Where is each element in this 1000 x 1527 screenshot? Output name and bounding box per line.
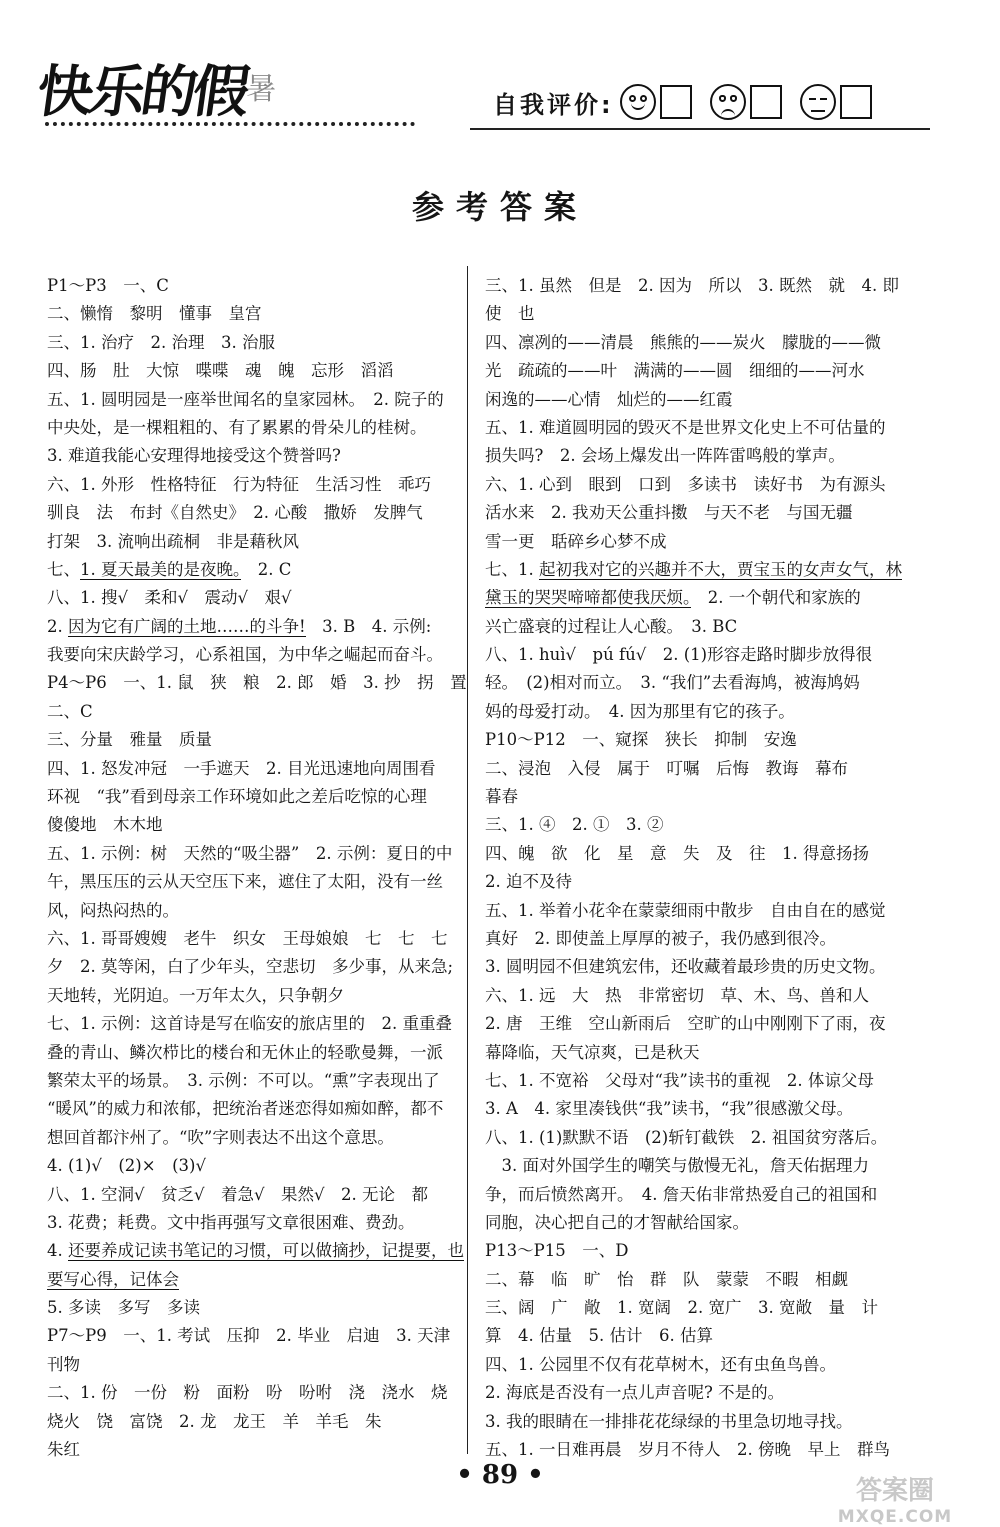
answer-line: 夕 2. 莫等闲，白了少年头，空悲切 多少事，从来急;	[47, 957, 454, 977]
answer-line: 3. 面对外国学生的嘲笑与傲慢无礼，詹天佑据理力	[485, 1156, 869, 1176]
answer-line: 中央处，是一棵粗粗的、有了累累的骨朵儿的桂树。	[47, 417, 427, 437]
answer-line: 3. 圆明园不但建筑宏伟，还收藏着最珍贵的历史文物。	[485, 957, 886, 977]
answer-line: 轻。 (2)相对而立。 3. “我们”去看海鸠，被海鸠妈	[485, 673, 860, 693]
watermark-sub: MXQE.COM	[837, 1507, 953, 1527]
eval-box-neutral[interactable]	[840, 85, 872, 119]
answer-line: 活水来 2. 我劝天公重抖擞 与天不老 与国无疆	[485, 503, 853, 523]
eval-box-sad[interactable]	[750, 85, 782, 119]
answer-line: 我要向宋庆龄学习，心系祖国，为中华之崛起而奋斗。	[47, 645, 443, 665]
answer-line: 4. 还要养成记读书笔记的习惯，可以做摘抄，记提要，也	[47, 1241, 464, 1261]
answer-line: 4. (1)√ (2)× (3)√	[47, 1156, 206, 1176]
answer-line: 妈的母爱打动。 4. 因为那里有它的孩子。	[485, 701, 795, 721]
answer-line: 光 疏疏的——叶 满满的——圆 细细的——河水	[485, 361, 865, 381]
answer-line: 八、1. 搜√ 柔和√ 震动√ 艰√	[47, 588, 292, 608]
answer-line: 2. 唐 王维 空山新雨后 空旷的山中刚刚下了雨，夜	[485, 1014, 886, 1034]
answer-line: 2. 迫不及待	[485, 872, 572, 892]
header-rule	[470, 128, 930, 130]
answer-line: 四、肠 肚 大惊 喋喋 魂 魄 忘形 滔滔	[47, 361, 394, 381]
page-header	[0, 0, 1000, 160]
answer-line: “暖风”的威力和浓郁，把统治者迷恋得如痴如醉，都不	[47, 1099, 444, 1119]
answer-line: 2. 海底是否没有一点儿声音呢? 不是的。	[485, 1383, 785, 1403]
answer-line: 风，闷热闷热的。	[47, 900, 179, 920]
answer-line: 3. 花费；耗费。文中指再强写文章很困难、费劲。	[47, 1212, 415, 1232]
answer-line: 四、1. 怒发冲冠 一手遮天 2. 目光迅速地向周围看	[47, 758, 436, 778]
answer-line: 天地转，光阴迫。一万年太久，只争朝夕	[47, 985, 344, 1005]
answer-line: 二、懒惰 黎明 懂事 皇宫	[47, 304, 262, 324]
answer-line: 七、1. 起初我对它的兴趣并不大，贾宝玉的女声女气，林	[485, 559, 902, 579]
answer-line: 四、1. 公园里不仅有花草树木，还有虫鱼鸟兽。	[485, 1354, 836, 1374]
answer-line: 2. 因为它有广阔的土地……的斗争! 3. B 4. 示例:	[47, 616, 432, 636]
answer-line: 朱红	[47, 1440, 80, 1460]
answer-line: 雪一更 聒碎乡心梦不成	[485, 531, 667, 551]
answer-line: 八、1. huì√ pú fú√ 2. (1)形容走路时脚步放得很	[485, 645, 873, 665]
answer-line: 幕降临，天气凉爽，已是秋天	[485, 1042, 700, 1062]
answer-line: 八、1. (1)默默不语 (2)斩钉截铁 2. 祖国贫穷落后。	[485, 1127, 888, 1147]
answer-line: 三、阔 广 敞 1. 宽阔 2. 宽广 3. 宽敞 量 计	[485, 1298, 878, 1318]
answer-line: 损失吗? 2. 会场上爆发出一阵阵雷鸣般的掌声。	[485, 446, 845, 466]
answer-line: 六、1. 远 大 热 非常密切 草、木、鸟、兽和人	[485, 985, 869, 1005]
brand-logo: 快乐的假	[32, 59, 251, 125]
answer-line: 八、1. 空洞√ 贫乏√ 着急√ 果然√ 2. 无论 都	[47, 1184, 429, 1204]
watermark	[800, 1470, 990, 1527]
answer-line: 四、魄 欲 化 星 意 失 及 往 1. 得意扬扬	[485, 843, 869, 863]
answer-line: 五、1. 难道圆明园的毁灭不是世界文化史上不可估量的	[485, 417, 886, 437]
answer-line: 五、1. 示例：树 天然的“吸尘器” 2. 示例：夏日的中	[47, 843, 453, 863]
answer-line: 3. A 4. 家里凑钱供“我”读书，“我”很感激父母。	[485, 1099, 854, 1119]
answer-line: 三、分量 雅量 质量	[47, 730, 212, 750]
answer-line: 暮春	[485, 787, 518, 807]
self-evaluation	[493, 80, 890, 124]
page-number: • 89 •	[456, 1460, 544, 1490]
sad-face-icon	[710, 84, 746, 120]
answer-line: 七、1. 示例：这首诗是写在临安的旅店里的 2. 重重叠	[47, 1014, 452, 1034]
answer-line: 六、1. 心到 眼到 口到 多读书 读好书 为有源头	[485, 474, 886, 494]
answer-line: 繁荣太平的场景。 3. 示例：不可以。“熏”字表现出了	[47, 1070, 440, 1090]
answer-line: 真好 2. 即使盖上厚厚的被子，我仍感到很冷。	[485, 928, 836, 948]
answer-line: 三、1. 治疗 2. 治理 3. 治服	[47, 332, 275, 352]
answer-line: 3. 我的眼睛在一排排花花绿绿的书里急切地寻找。	[485, 1411, 853, 1431]
column-divider	[467, 266, 468, 1454]
answer-line: 五、1. 举着小花伞在蒙蒙细雨中散步 自由自在的感觉	[485, 900, 886, 920]
answer-line: 想回首都汴州了。“吹”字则表达不出这个意思。	[47, 1127, 394, 1147]
answer-line: 二、浸泡 入侵 属于 叮嘱 后悔 教诲 幕布	[485, 758, 848, 778]
answer-line: 三、1. ④ 2. ① 3. ②	[485, 815, 664, 835]
happy-face-icon	[620, 84, 656, 120]
answer-line: P13～P15 一、D	[485, 1241, 629, 1261]
answer-line: 使 也	[485, 304, 535, 324]
answer-line: 打架 3. 流响出疏桐 非是藉秋风	[47, 531, 299, 551]
answer-line: 五、1. 圆明园是一座举世闻名的皇家园林。 2. 院子的	[47, 389, 444, 409]
answer-line: 二、1. 份 一份 粉 面粉 吩 吩咐 浇 浇水 烧	[47, 1383, 448, 1403]
answer-line: P7～P9 一、1. 考试 压抑 2. 毕业 启迪 3. 天津	[47, 1326, 451, 1346]
answer-line: 七、1. 夏天最美的是夜晚。 2. C	[47, 559, 292, 579]
answer-line: 二、C	[47, 701, 93, 721]
answer-line: 五、1. 一日难再晨 岁月不待人 2. 傍晚 早上 群鸟	[485, 1440, 890, 1460]
watermark-main: 答案圈	[855, 1476, 934, 1506]
eval-box-happy[interactable]	[660, 85, 692, 119]
answer-line: P10～P12 一、窥探 狭长 抑制 安逸	[485, 730, 797, 750]
answer-line: 三、1. 虽然 但是 2. 因为 所以 3. 既然 就 4. 即	[485, 276, 899, 295]
answer-line: 六、1. 外形 性格特征 行为特征 生活习性 乖巧	[47, 474, 431, 494]
answers-left-column	[47, 272, 479, 1464]
answer-line: P4～P6 一、1. 鼠 狭 粮 2. 郎 婚 3. 抄 拐 置	[47, 673, 467, 693]
brand-logo-sub: 暑	[246, 72, 278, 107]
answer-line: 兴亡盛衰的过程让人心酸。 3. BC	[485, 616, 738, 636]
header-dotted-rule	[45, 122, 415, 126]
answer-line: 午，黑压压的云从天空压下来，遮住了太阳，没有一丝	[47, 872, 443, 892]
answer-line: 烧火 饶 富饶 2. 龙 龙王 羊 羊毛 朱	[47, 1411, 382, 1431]
neutral-face-icon	[800, 84, 836, 120]
answer-line: 黛玉的哭哭啼啼都使我厌烦。 2. 一个朝代和家族的	[485, 588, 861, 608]
answer-line: 刊物	[47, 1354, 80, 1374]
answer-line: 争，而后愤然离开。 4. 詹天佑非常热爱自己的祖国和	[485, 1184, 878, 1204]
answer-line: 要写心得，记体会	[47, 1269, 179, 1289]
answer-line: 算 4. 估量 5. 估计 6. 估算	[485, 1326, 713, 1346]
answer-line: 3. 难道我能心安理得地接受这个赞誉吗?	[47, 446, 341, 466]
answer-line: 七、1. 不宽裕 父母对“我”读书的重视 2. 体谅父母	[485, 1070, 874, 1090]
answer-line: 闲逸的——心情 灿烂的——红霞	[485, 389, 733, 409]
answer-line: 叠的青山、鳞次栉比的楼台和无休止的轻歌曼舞，一派	[47, 1042, 443, 1062]
answer-line: 傻傻地 木木地	[47, 815, 163, 835]
page-title: 参考答案	[411, 188, 588, 226]
answer-line: 5. 多读 多写 多读	[47, 1298, 200, 1318]
answer-line: 二、幕 临 旷 怡 群 队 蒙蒙 不暇 相觑	[485, 1269, 848, 1289]
answer-line: 四、凛冽的——清晨 熊熊的——炭火 朦胧的——微	[485, 332, 881, 352]
answer-line: P1～P3 一、C	[47, 276, 169, 295]
answer-line: 环视 “我”看到母亲工作环境如此之差后吃惊的心理	[47, 787, 427, 807]
answer-line: 驯良 法 布封《自然史》 2. 心酸 撒娇 发脾气	[47, 503, 423, 523]
answer-line: 同胞，决心把自己的才智献给国家。	[485, 1212, 749, 1232]
self-eval-label: 自我评价:	[493, 90, 614, 119]
answer-line: 六、1. 哥哥嫂嫂 老牛 织女 王母娘娘 七 七 七	[47, 928, 448, 948]
answers-right-column	[485, 272, 917, 1464]
